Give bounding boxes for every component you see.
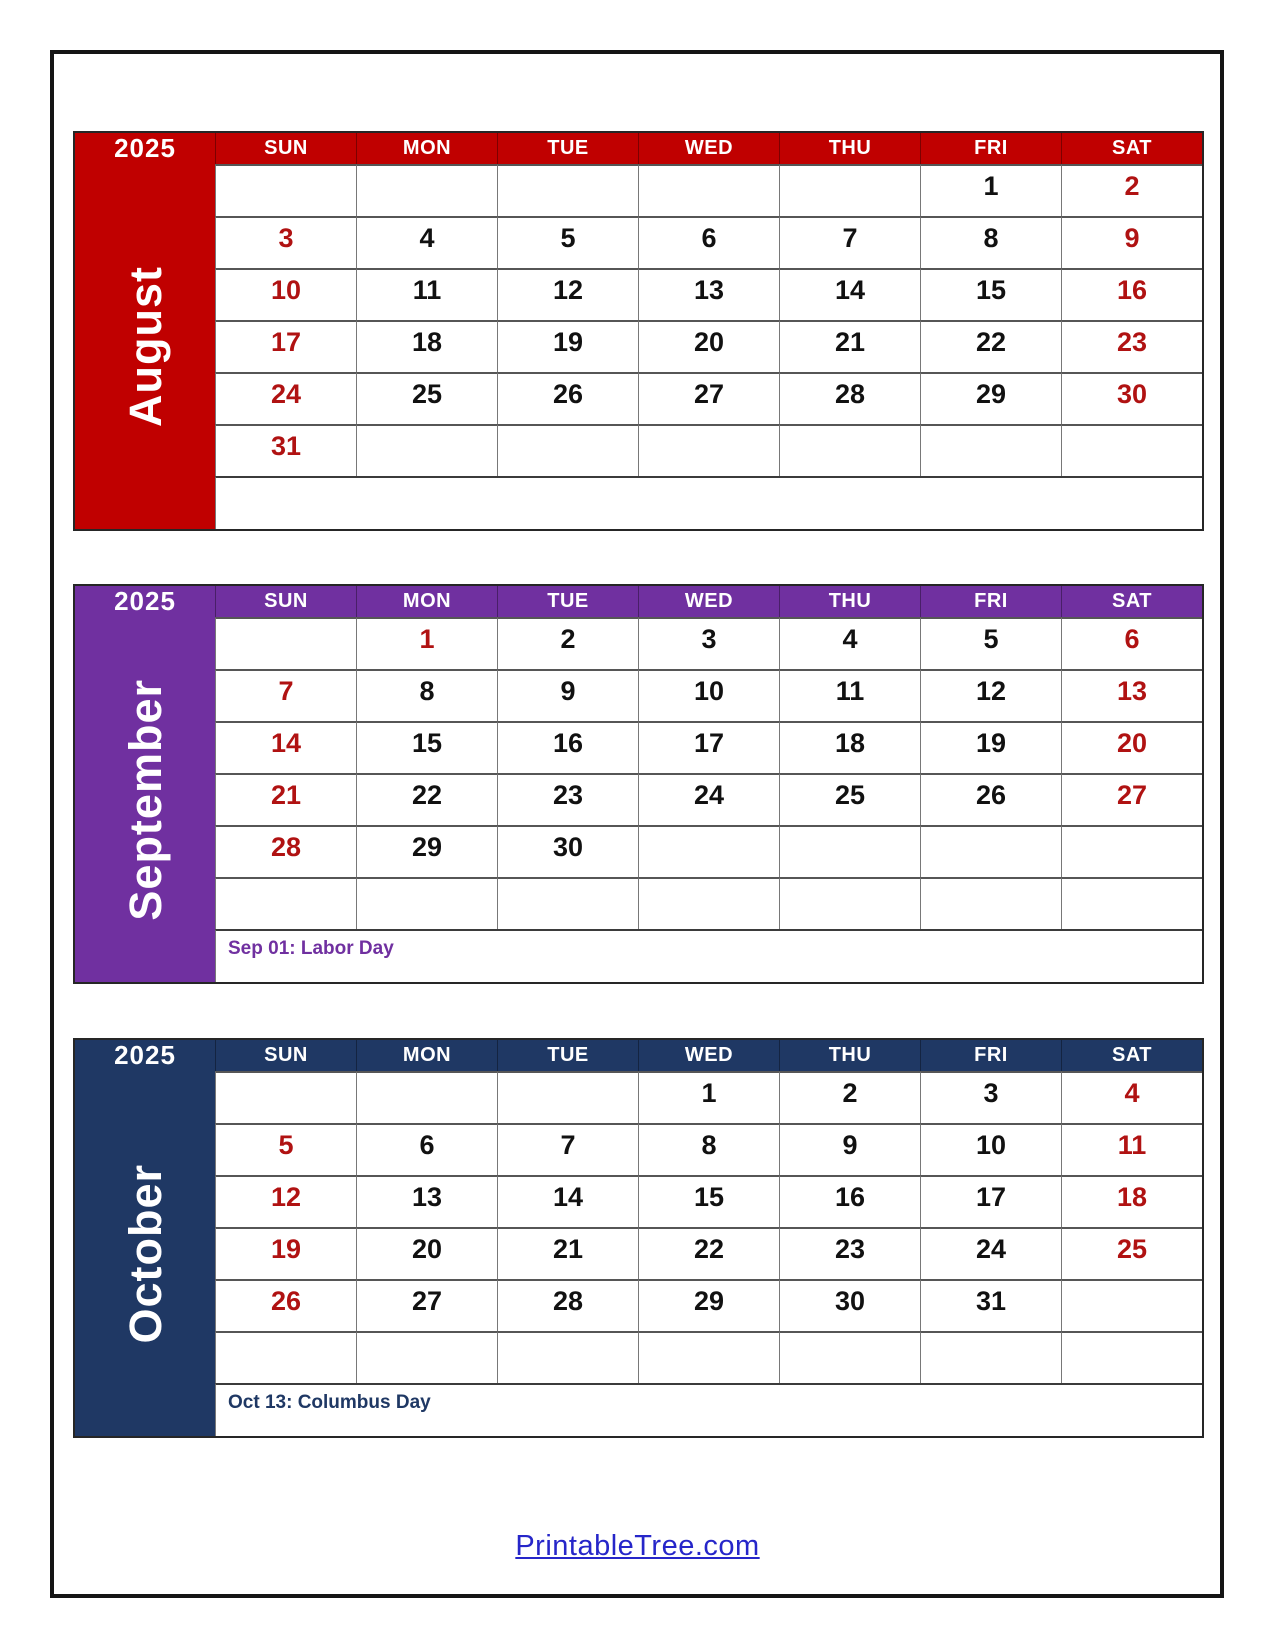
date-cell: 19 bbox=[215, 1227, 356, 1279]
date-cell: 13 bbox=[638, 268, 779, 320]
date-cell-empty bbox=[497, 164, 638, 216]
date-cell: 28 bbox=[215, 825, 356, 877]
weekday-header: TUE bbox=[497, 1040, 638, 1071]
date-cell-empty bbox=[1061, 877, 1202, 929]
date-cell: 2 bbox=[497, 617, 638, 669]
date-cell-empty bbox=[1061, 825, 1202, 877]
date-cell: 10 bbox=[920, 1123, 1061, 1175]
date-cell: 1 bbox=[638, 1071, 779, 1123]
date-cell-empty bbox=[215, 617, 356, 669]
date-cell: 3 bbox=[920, 1071, 1061, 1123]
date-cell: 21 bbox=[215, 773, 356, 825]
date-cell: 12 bbox=[497, 268, 638, 320]
date-cell: 4 bbox=[1061, 1071, 1202, 1123]
date-cell: 27 bbox=[638, 372, 779, 424]
date-cell-empty bbox=[638, 877, 779, 929]
date-cell: 20 bbox=[356, 1227, 497, 1279]
date-cell: 6 bbox=[356, 1123, 497, 1175]
date-cell: 27 bbox=[1061, 773, 1202, 825]
weekday-header: FRI bbox=[920, 1040, 1061, 1071]
weekday-header: MON bbox=[356, 133, 497, 164]
date-cell: 30 bbox=[497, 825, 638, 877]
date-cell: 13 bbox=[1061, 669, 1202, 721]
date-cell-empty bbox=[920, 1331, 1061, 1383]
date-cell: 14 bbox=[779, 268, 920, 320]
date-cell: 29 bbox=[356, 825, 497, 877]
month-label-text: August bbox=[119, 266, 171, 427]
date-cell: 27 bbox=[356, 1279, 497, 1331]
calendar-august bbox=[73, 131, 1204, 531]
date-cell: 15 bbox=[356, 721, 497, 773]
weekday-header: SUN bbox=[215, 1040, 356, 1071]
date-cell: 29 bbox=[920, 372, 1061, 424]
date-cell-empty bbox=[497, 877, 638, 929]
month-label bbox=[75, 1071, 215, 1436]
weekday-header: SUN bbox=[215, 133, 356, 164]
date-cell: 17 bbox=[215, 320, 356, 372]
date-cell: 10 bbox=[638, 669, 779, 721]
date-cell-empty bbox=[920, 424, 1061, 476]
calendar-september bbox=[73, 584, 1204, 984]
date-cell: 22 bbox=[356, 773, 497, 825]
date-cell: 28 bbox=[497, 1279, 638, 1331]
date-cell: 26 bbox=[920, 773, 1061, 825]
date-cell-empty bbox=[1061, 1331, 1202, 1383]
date-cell: 14 bbox=[497, 1175, 638, 1227]
date-cell-empty bbox=[356, 1071, 497, 1123]
month-label bbox=[75, 617, 215, 982]
date-cell-empty bbox=[356, 424, 497, 476]
date-cell: 9 bbox=[779, 1123, 920, 1175]
date-cell: 15 bbox=[920, 268, 1061, 320]
date-cell: 28 bbox=[779, 372, 920, 424]
date-cell: 21 bbox=[779, 320, 920, 372]
date-cell: 21 bbox=[497, 1227, 638, 1279]
date-cell: 13 bbox=[356, 1175, 497, 1227]
date-cell-empty bbox=[215, 164, 356, 216]
weekday-header: SAT bbox=[1061, 586, 1202, 617]
date-cell: 18 bbox=[1061, 1175, 1202, 1227]
date-cell: 30 bbox=[1061, 372, 1202, 424]
date-cell: 10 bbox=[215, 268, 356, 320]
date-cell: 11 bbox=[779, 669, 920, 721]
weekday-header: THU bbox=[779, 586, 920, 617]
date-cell: 11 bbox=[1061, 1123, 1202, 1175]
date-cell: 11 bbox=[356, 268, 497, 320]
date-cell-empty bbox=[920, 877, 1061, 929]
date-cell: 8 bbox=[356, 669, 497, 721]
weekday-header: WED bbox=[638, 1040, 779, 1071]
date-cell-empty bbox=[638, 164, 779, 216]
date-cell: 22 bbox=[920, 320, 1061, 372]
year-label: 2025 bbox=[75, 586, 215, 617]
date-cell: 2 bbox=[1061, 164, 1202, 216]
weekday-header: TUE bbox=[497, 586, 638, 617]
date-cell: 7 bbox=[497, 1123, 638, 1175]
date-cell: 16 bbox=[497, 721, 638, 773]
date-cell: 2 bbox=[779, 1071, 920, 1123]
year-label: 2025 bbox=[75, 1040, 215, 1071]
date-cell: 1 bbox=[920, 164, 1061, 216]
date-cell: 20 bbox=[1061, 721, 1202, 773]
date-cell: 12 bbox=[920, 669, 1061, 721]
date-cell: 25 bbox=[779, 773, 920, 825]
date-cell: 12 bbox=[215, 1175, 356, 1227]
holiday-note: Oct 13: Columbus Day bbox=[215, 1383, 1202, 1436]
date-cell: 23 bbox=[779, 1227, 920, 1279]
weekday-header: SAT bbox=[1061, 1040, 1202, 1071]
date-cell-empty bbox=[215, 1331, 356, 1383]
weekday-header: SAT bbox=[1061, 133, 1202, 164]
date-cell-empty bbox=[638, 825, 779, 877]
date-cell-empty bbox=[779, 877, 920, 929]
date-cell: 3 bbox=[215, 216, 356, 268]
date-cell: 7 bbox=[779, 216, 920, 268]
date-cell: 7 bbox=[215, 669, 356, 721]
weekday-header: SUN bbox=[215, 586, 356, 617]
date-cell: 25 bbox=[1061, 1227, 1202, 1279]
date-cell-empty bbox=[779, 825, 920, 877]
year-label: 2025 bbox=[75, 133, 215, 164]
month-label-text: October bbox=[119, 1163, 171, 1344]
date-cell-empty bbox=[1061, 424, 1202, 476]
date-cell: 26 bbox=[215, 1279, 356, 1331]
date-cell-empty bbox=[638, 1331, 779, 1383]
date-cell: 23 bbox=[497, 773, 638, 825]
date-cell: 17 bbox=[920, 1175, 1061, 1227]
date-cell: 26 bbox=[497, 372, 638, 424]
weekday-header: MON bbox=[356, 1040, 497, 1071]
weekday-header: WED bbox=[638, 133, 779, 164]
date-cell: 18 bbox=[356, 320, 497, 372]
date-cell-empty bbox=[497, 1071, 638, 1123]
date-cell: 4 bbox=[356, 216, 497, 268]
date-cell: 9 bbox=[497, 669, 638, 721]
weekday-header: WED bbox=[638, 586, 779, 617]
date-cell: 31 bbox=[215, 424, 356, 476]
date-cell: 17 bbox=[638, 721, 779, 773]
date-cell: 18 bbox=[779, 721, 920, 773]
weekday-header: THU bbox=[779, 133, 920, 164]
date-cell-empty bbox=[356, 1331, 497, 1383]
date-cell-empty bbox=[779, 424, 920, 476]
date-cell: 8 bbox=[920, 216, 1061, 268]
date-cell: 19 bbox=[920, 721, 1061, 773]
date-cell: 15 bbox=[638, 1175, 779, 1227]
date-cell-empty bbox=[356, 877, 497, 929]
holiday-note bbox=[215, 476, 1202, 529]
weekday-header: TUE bbox=[497, 133, 638, 164]
date-cell: 24 bbox=[638, 773, 779, 825]
month-label bbox=[75, 164, 215, 529]
date-cell: 9 bbox=[1061, 216, 1202, 268]
date-cell: 16 bbox=[1061, 268, 1202, 320]
date-cell: 5 bbox=[497, 216, 638, 268]
footer-link[interactable]: PrintableTree.com bbox=[515, 1530, 760, 1562]
date-cell-empty bbox=[497, 1331, 638, 1383]
date-cell-empty bbox=[920, 825, 1061, 877]
date-cell-empty bbox=[638, 424, 779, 476]
weekday-header: FRI bbox=[920, 586, 1061, 617]
date-cell: 19 bbox=[497, 320, 638, 372]
month-label-text: September bbox=[119, 678, 171, 921]
date-cell: 16 bbox=[779, 1175, 920, 1227]
date-cell-empty bbox=[215, 1071, 356, 1123]
date-cell: 22 bbox=[638, 1227, 779, 1279]
date-cell: 30 bbox=[779, 1279, 920, 1331]
date-cell: 4 bbox=[779, 617, 920, 669]
date-cell: 8 bbox=[638, 1123, 779, 1175]
date-cell: 1 bbox=[356, 617, 497, 669]
date-cell: 6 bbox=[1061, 617, 1202, 669]
date-cell: 23 bbox=[1061, 320, 1202, 372]
date-cell: 29 bbox=[638, 1279, 779, 1331]
date-cell: 14 bbox=[215, 721, 356, 773]
date-cell: 31 bbox=[920, 1279, 1061, 1331]
date-cell: 3 bbox=[638, 617, 779, 669]
date-cell-empty bbox=[356, 164, 497, 216]
calendar-october bbox=[73, 1038, 1204, 1438]
date-cell: 20 bbox=[638, 320, 779, 372]
date-cell: 25 bbox=[356, 372, 497, 424]
date-cell-empty bbox=[215, 877, 356, 929]
date-cell-empty bbox=[779, 164, 920, 216]
date-cell: 24 bbox=[920, 1227, 1061, 1279]
weekday-header: FRI bbox=[920, 133, 1061, 164]
date-cell: 6 bbox=[638, 216, 779, 268]
date-cell: 24 bbox=[215, 372, 356, 424]
date-cell: 5 bbox=[920, 617, 1061, 669]
date-cell-empty bbox=[1061, 1279, 1202, 1331]
weekday-header: MON bbox=[356, 586, 497, 617]
holiday-note: Sep 01: Labor Day bbox=[215, 929, 1202, 982]
date-cell-empty bbox=[779, 1331, 920, 1383]
footer bbox=[0, 1530, 1275, 1563]
weekday-header: THU bbox=[779, 1040, 920, 1071]
date-cell: 5 bbox=[215, 1123, 356, 1175]
date-cell-empty bbox=[497, 424, 638, 476]
